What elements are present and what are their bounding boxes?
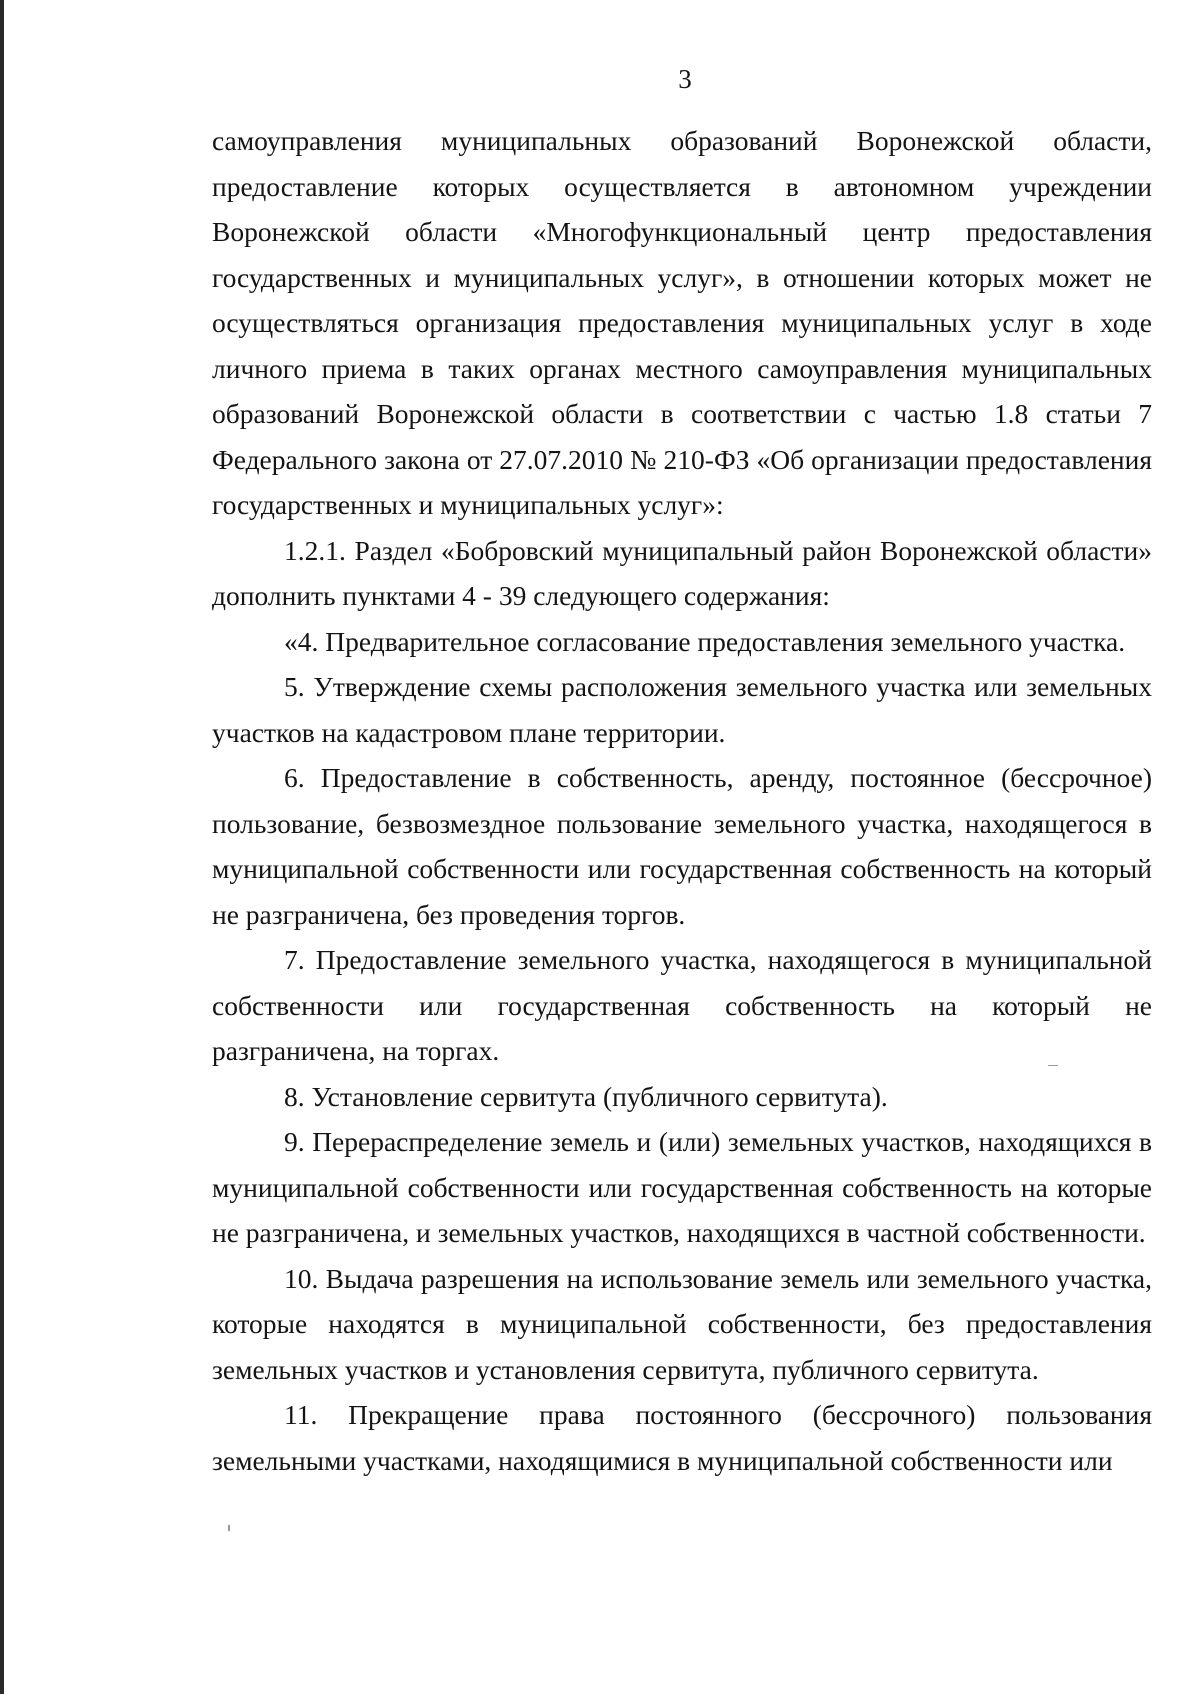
scan-border <box>0 0 4 1694</box>
paragraph-item-1-2-1: 1.2.1. Раздел «Бобровский муниципальный район Воронежской области» дополнить пунктами 4 - 39 следующего содержания: <box>212 534 1152 611</box>
paragraph-item-8: 8. Установление сервитута (публичного сервитута). <box>284 1080 888 1112</box>
paragraph-continuation: самоуправления муниципальных образований Воронежской области, предоставление которых осуществляется в автономном учреждении Воронежской области «Многофункциональный центр предоставления государственных и муниципальных услуг», в отношении которых может не осуществляться организация предоставления муниципальных услуг в ходе личного приема в таких органах местного самоуправления муниципальных образований Воронежской области в соответствии с частью 1.8 статьи 7 Федерального закона от 27.07.2010 № 210-ФЗ «Об организации предоставления государственных и муниципальных услуг»: <box>212 125 1152 520</box>
paragraph-item-7: 7. Предоставление земельного участка, находящегося в муниципальной собственности или государственная собственность на который не разграничена, на торгах. <box>212 944 1152 1066</box>
paragraph-item-11: 11. Прекращение права постоянного (бессрочного) пользования земельными участками, находящимися в муниципальной собственности или <box>212 1399 1152 1476</box>
paragraph-item-9: 9. Перераспределение земель и (или) земельных участков, находящихся в муниципальной собственности или государственная собственность на которые не разграничена, и земельных участков, находящихся в частной собственности. <box>212 1126 1152 1248</box>
paragraph-item-5: 5. Утверждение схемы расположения земельного участка или земельных участков на кадастровом плане территории. <box>212 671 1152 748</box>
scan-speck <box>1048 1065 1058 1066</box>
page-number: 3 <box>678 64 692 94</box>
paragraph-item-4: «4. Предварительное согласование предоставления земельного участка. <box>284 625 1126 657</box>
document-body <box>212 118 1152 1483</box>
paragraph-item-6: 6. Предоставление в собственность, аренду, постоянное (бессрочное) пользование, безвозмездное пользование земельного участка, находящегося в муниципальной собственности или государственная собственность на который не разграничена, без проведения торгов. <box>212 762 1152 930</box>
scan-speck <box>228 1525 230 1531</box>
paragraph-item-10: 10. Выдача разрешения на использование земель или земельного участка, которые находятся в муниципальной собственности, без предоставления земельных участков и установления сервитута, публичного сервитута. <box>212 1262 1152 1385</box>
